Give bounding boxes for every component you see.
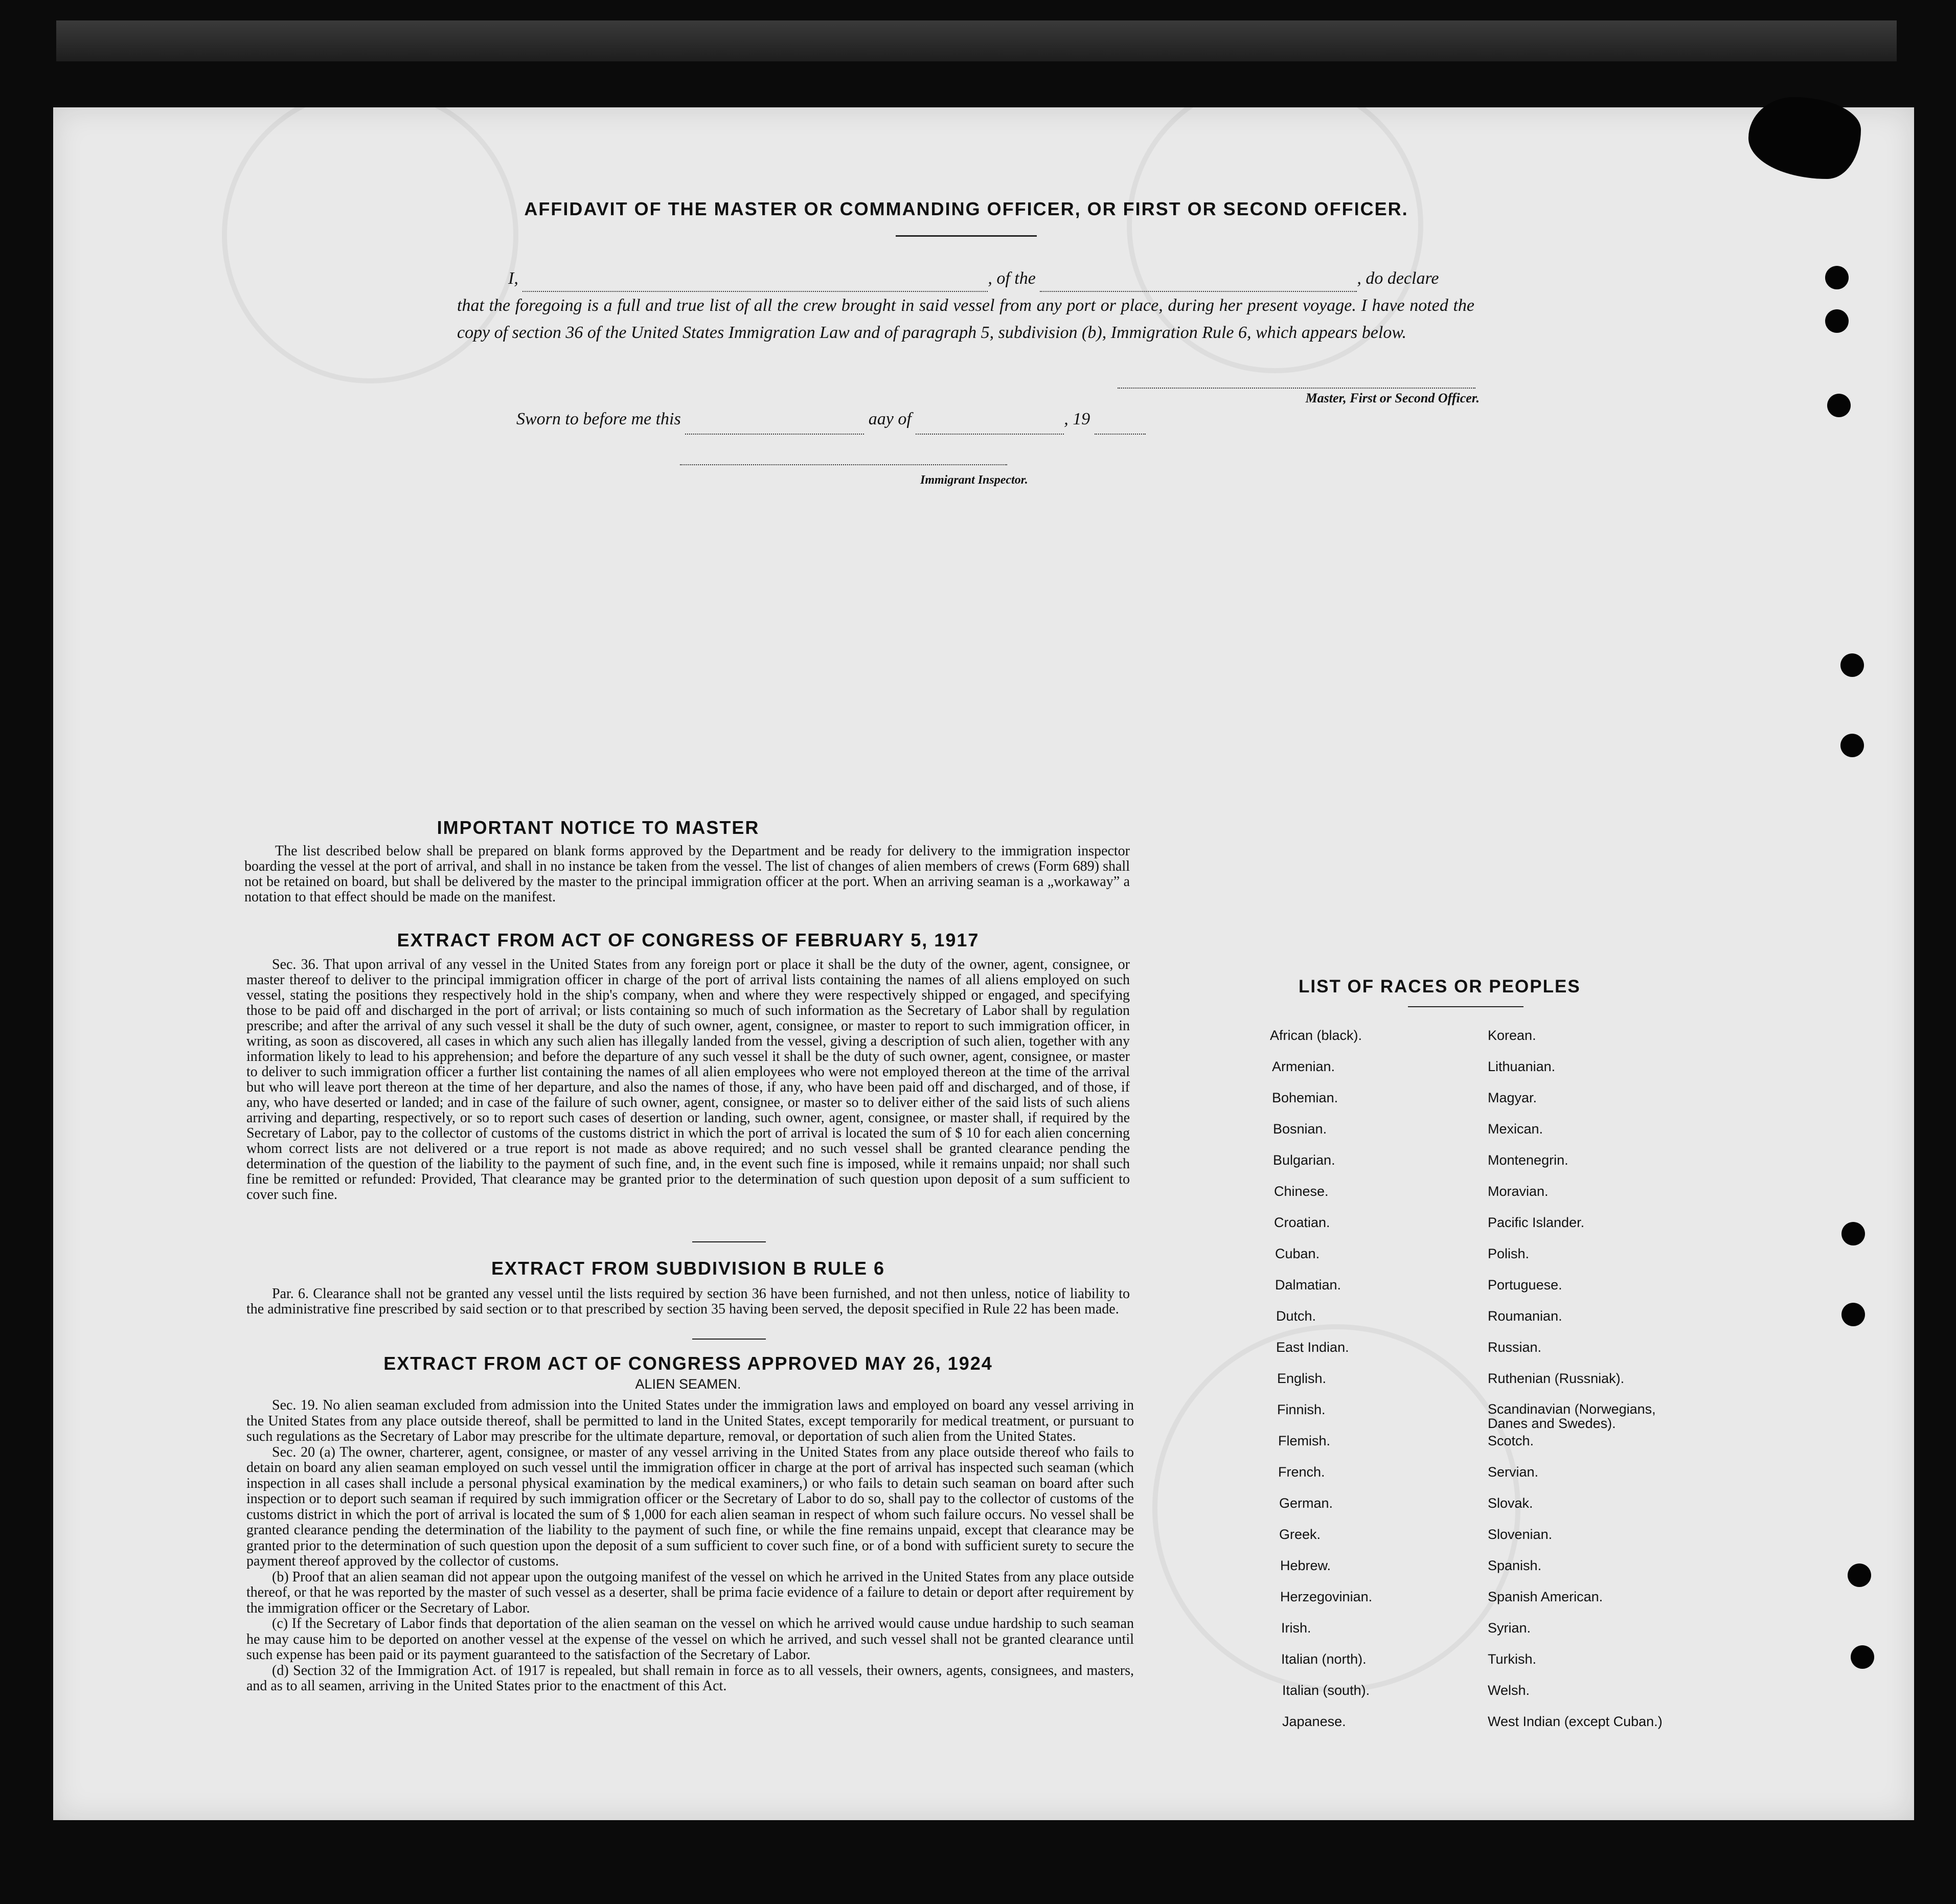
- race-item: Italian (south).: [1282, 1683, 1370, 1698]
- race-item: Slovenian.: [1488, 1527, 1553, 1542]
- race-item: Herzegovinian.: [1280, 1589, 1373, 1604]
- race-item: Pacific Islander.: [1488, 1215, 1585, 1230]
- affidavit-declaration: [457, 265, 1474, 346]
- film-edge: [56, 20, 1897, 61]
- races-rule: [1408, 1006, 1523, 1007]
- section-rule: [692, 1241, 766, 1242]
- extract-1924-title: EXTRACT FROM ACT OF CONGRESS APPROVED MAY 26, 1924: [383, 1353, 993, 1374]
- race-item: Montenegrin.: [1488, 1152, 1568, 1168]
- affidavit-rule: [896, 235, 1037, 237]
- race-item: Polish.: [1488, 1246, 1530, 1261]
- affidavit-of-the-label: , of the: [988, 269, 1036, 288]
- race-item: Hebrew.: [1280, 1558, 1331, 1573]
- races-left-column: [1270, 1028, 1485, 1745]
- section-19-paragraph: Sec. 19. No alien seaman excluded from admission into the United States under the immigration laws and employed on board any vessel arriving in the United States from any place outside thereof, shall be permitted to land in the United States, except temporarily for medical treatment, or pursuant to such regulations as the Secretary of Labor may prescribe for the ultimate departure, removal, or deportation of such alien from the United States.: [246, 1397, 1134, 1444]
- punch-hole: [1825, 309, 1849, 333]
- race-item: Italian (north).: [1281, 1651, 1367, 1667]
- extract-1917-title: EXTRACT FROM ACT OF CONGRESS OF FEBRUARY 5, 1917: [397, 930, 980, 950]
- punch-hole: [1840, 734, 1864, 757]
- inspector-signature-line[interactable]: [680, 449, 1007, 465]
- race-item: Lithuanian.: [1488, 1059, 1556, 1074]
- punch-hole: [1848, 1563, 1871, 1587]
- extract-1924-body: [246, 1398, 1134, 1694]
- race-item: Spanish.: [1488, 1558, 1542, 1573]
- race-item: English.: [1277, 1371, 1327, 1386]
- race-item: Turkish.: [1488, 1651, 1537, 1667]
- notice-title: IMPORTANT NOTICE TO MASTER: [437, 817, 760, 838]
- section-20b-paragraph: (b) Proof that an alien seaman did not appear upon the outgoing manifest of the vessel on which he arrived in the United States from any place outside thereof, or that he was reported by the master of such vessel as a deserter, shall be prima facie evidence of a failure to detain or deport after requirement by the immigration officer or the Secretary of Labor.: [246, 1569, 1134, 1616]
- race-item: Dutch.: [1276, 1308, 1316, 1324]
- notice-paragraph: The list described below shall be prepared on blank forms approved by the Department and be ready for delivery to the immigration inspector boarding the vessel at the port of arrival, and shall in no instance be taken from the vessel. The list of changes of alien members of crews (Form 689) shall not be retained on board, but shall be delivered by the master to the principal immigration officer at the port. When an arriving seaman is a „workaway” a notation to that effect should be made on the manifest.: [244, 843, 1130, 905]
- section-20d-paragraph: (d) Section 32 of the Immigration Act. of 1917 is repealed, but shall remain in force as to all vessels, their owners, agents, consignees, and masters, and as to all seamen, arriving in the United States prior to the enactment of this Act.: [246, 1662, 1134, 1694]
- race-item: Scotch.: [1488, 1433, 1534, 1448]
- race-item: Portuguese.: [1488, 1277, 1562, 1293]
- race-item: Bulgarian.: [1273, 1152, 1335, 1168]
- sworn-year-label: , 19: [1064, 410, 1090, 428]
- race-item: Ruthenian (Russniak).: [1488, 1371, 1625, 1386]
- race-item: Spanish American.: [1488, 1589, 1603, 1604]
- paragraph-6: Par. 6. Clearance shall not be granted any vessel until the lists required by section 36 have been furnished, and not then unless, notice of liability to the administrative fine prescribed by said section or to that prescribed by section 35 having been served, the deposit specified in Rule 22 has been made.: [246, 1286, 1130, 1317]
- race-item: Armenian.: [1272, 1059, 1335, 1074]
- vessel-name-field[interactable]: [1040, 276, 1357, 292]
- race-item: Greek.: [1279, 1527, 1321, 1542]
- notice-body: [244, 844, 1130, 905]
- races-right-column: [1488, 1028, 1692, 1745]
- race-item: Croatian.: [1274, 1215, 1330, 1230]
- race-item: Cuban.: [1275, 1246, 1320, 1261]
- punch-hole: [1851, 1645, 1874, 1669]
- affidavit-i-label: I,: [508, 269, 518, 288]
- sworn-month-field[interactable]: [916, 418, 1064, 435]
- race-item: Finnish.: [1277, 1402, 1326, 1417]
- race-item: Flemish.: [1278, 1433, 1331, 1448]
- races-title: LIST OF RACES OR PEOPLES: [1299, 977, 1581, 996]
- affidavit-declare-label: , do declare: [1357, 269, 1439, 288]
- race-item: Dalmatian.: [1275, 1277, 1341, 1293]
- race-item: Moravian.: [1488, 1184, 1549, 1199]
- sworn-year-field[interactable]: [1095, 418, 1146, 435]
- punch-hole: [1825, 266, 1849, 289]
- section-36-paragraph: Sec. 36. That upon arrival of any vessel in the United States from any foreign port or place it shall be the duty of the owner, agent, consignee, or master thereof to deliver to the principal immigration officer in charge of the port of arrival lists containing the names of all aliens employed on such vessel, stating the positions they respectively hold in the ship's company, when and where they were respectively shipped or engaged, and specifying those to be paid off and discharged in the port of arrival; or lists containing so much of such information as the Secretary of Labor shall by regulation prescribe; and after the arrival of any such vessel it shall be the duty of such owner, agent, consignee, or master to report to such immigration officer, in writing, as soon as discovered, all cases in which any such alien has illegally landed from the vessel, giving a description of such alien, together with any information likely to lead to his apprehension; and before the departure of any such vessel it shall be the duty of such owner, agent, consignee, or master to deliver to such immigration officer a further list containing the names of all alien employees who were not employed thereon at the time of the arrival but who will leave port thereon at the time of her departure, and also the names of those, if any, who have been paid off and discharged, and of those, if any, who have deserted or landed; and in case of the failure of such owner, agent, consignee, or master so to deliver either of the said lists of such aliens arriving and departing, respectively, or so to report such cases of desertion or landing, such owner, agent, consignee, or master shall, if required by the Secretary of Labor, pay to the collector of customs of the customs district in which the port of arrival is located the sum of $ 10 for each alien concerning whom correct lists are not delivered or a true report is not made as above required; and no such vessel shall be granted clearance pending the determination of the question of the liability to the payment of such fine, and, in the event such fine is imposed, while it remains unpaid; nor shall such fine be remitted or refunded: Provided, That clearance may be granted prior to the determination of such question upon deposit of a sum sufficient to cover such fine.: [246, 957, 1130, 1203]
- race-item: Slovak.: [1488, 1495, 1533, 1511]
- punch-hole: [1840, 653, 1864, 677]
- master-signature-line[interactable]: [1118, 372, 1475, 389]
- race-item: Mexican.: [1488, 1121, 1543, 1137]
- extract-rule6-title: EXTRACT FROM SUBDIVISION B RULE 6: [491, 1258, 885, 1279]
- sworn-line: [516, 404, 1146, 435]
- extract-1917-body: [246, 957, 1130, 1203]
- section-20a-paragraph: Sec. 20 (a) The owner, charterer, agent, consignee, or master of any vessel arriving in the United States from any place outside thereof who fails to detain on board any alien seaman employed on such vessel until the immigration officer in charge at the port of arrival has inspected such seaman (which inspection in all cases shall include a personal physical examination by the medical examiners,) or who fails to detain such seaman on board after such inspection or to deport such seaman if required by such immigration officer or the Secretary of Labor to do so, shall pay to the collector of customs of the customs district in which the port of arrival is located the sum of $ 1,000 for each alien seaman in respect of whom such failure occurs. No vessel shall be granted clearance pending the determination of the liability to the payment of such fine, or while the fine remains unpaid, except that clearance may be granted prior to the determination of such question upon the deposit of a sum sufficient to cover such fine, or of a bond with sufficient surety to secure the payment thereof approved by the collector of customs.: [246, 1444, 1134, 1569]
- race-item: Chinese.: [1274, 1184, 1329, 1199]
- extract-rule6-body: [246, 1286, 1130, 1317]
- race-item: Bosnian.: [1273, 1121, 1327, 1137]
- race-item: African (black).: [1270, 1028, 1362, 1043]
- race-item: Japanese.: [1282, 1714, 1346, 1729]
- race-item: Scandinavian (Norwegians, Danes and Swedes).: [1488, 1401, 1656, 1431]
- race-item: East Indian.: [1276, 1340, 1349, 1355]
- race-item: West Indian (except Cuban.): [1488, 1714, 1663, 1729]
- race-item: Servian.: [1488, 1464, 1539, 1480]
- punch-hole: [1827, 394, 1851, 417]
- affidavit-first-line: [508, 265, 1474, 292]
- race-item: Bohemian.: [1272, 1090, 1338, 1105]
- race-item: Syrian.: [1488, 1620, 1531, 1636]
- sworn-day-field[interactable]: [685, 418, 864, 435]
- sworn-day-label: aay of: [868, 410, 912, 428]
- sworn-label: Sworn to before me this: [516, 410, 681, 428]
- section-20c-paragraph: (c) If the Secretary of Labor finds that deportation of the alien seaman on the vessel on which he arrived would cause undue hardship to such seaman he may cause him to be deported on another vessel at the expense of the vessel on which he arrived, and such vessel shall not be granted clearance until such expense has been paid or its payment guaranteed to the satisfaction of the Secretary of Labor.: [246, 1616, 1134, 1663]
- punch-hole: [1841, 1303, 1865, 1326]
- affidavit-body-text: that the foregoing is a full and true list of all the crew brought in said vessel from any port or place, during her present voyage. I have noted the copy of section 36 of the United States Immigration Law and of paragraph 5, subdivision (b), Immigration Rule 6, which appears below.: [457, 296, 1474, 342]
- race-item: Irish.: [1281, 1620, 1311, 1636]
- master-name-field[interactable]: [522, 276, 988, 292]
- race-item: German.: [1279, 1495, 1333, 1511]
- race-item: Welsh.: [1488, 1683, 1530, 1698]
- section-rule: [692, 1339, 766, 1340]
- master-signature-caption: Master, First or Second Officer.: [1305, 391, 1480, 405]
- race-item: French.: [1278, 1464, 1325, 1480]
- race-item: Magyar.: [1488, 1090, 1537, 1105]
- punch-hole: [1841, 1222, 1865, 1245]
- race-item: Roumanian.: [1488, 1308, 1562, 1324]
- race-item: Korean.: [1488, 1028, 1536, 1043]
- inspector-caption: Immigrant Inspector.: [920, 473, 1028, 487]
- extract-1924-subtitle: ALIEN SEAMEN.: [635, 1376, 741, 1392]
- affidavit-title: AFFIDAVIT OF THE MASTER OR COMMANDING OFFICER, OR FIRST OR SECOND OFFICER.: [524, 198, 1408, 219]
- race-item: Russian.: [1488, 1340, 1542, 1355]
